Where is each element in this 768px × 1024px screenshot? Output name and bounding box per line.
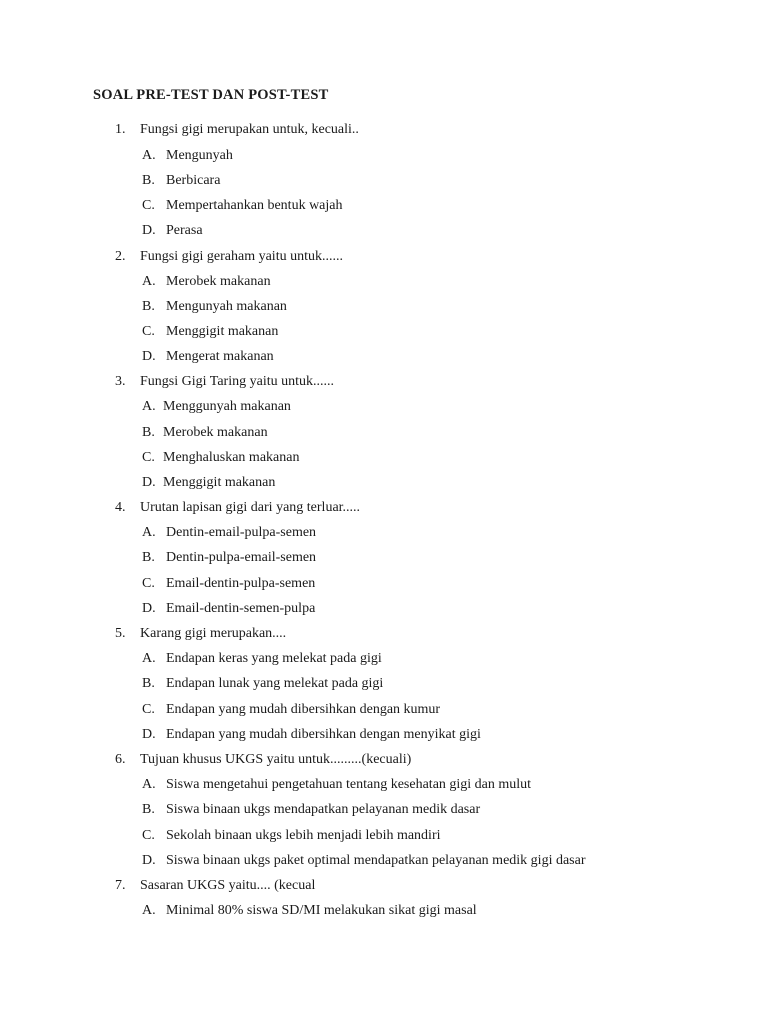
option-text: Mengerat makanan xyxy=(166,349,274,364)
option-text: Siswa binaan ukgs paket optimal mendapatkan pelayanan medik gigi dasar xyxy=(166,853,586,868)
option-letter: B. xyxy=(142,802,155,817)
option-text: Endapan yang mudah dibersihkan dengan menyikat gigi xyxy=(166,727,481,742)
option-letter: A. xyxy=(142,651,156,666)
option-text: Sekolah binaan ukgs lebih menjadi lebih mandiri xyxy=(166,828,441,843)
option-letter: C. xyxy=(142,702,155,717)
option-text: Menghaluskan makanan xyxy=(163,450,300,465)
option-text: Siswa binaan ukgs mendapatkan pelayanan medik dasar xyxy=(166,802,481,817)
option-letter: C. xyxy=(142,324,155,339)
option-letter: A. xyxy=(142,525,156,540)
option-letter: D. xyxy=(142,223,156,238)
question-number: 4. xyxy=(115,500,126,515)
option-text: Mengunyah makanan xyxy=(166,299,287,314)
option-letter: A. xyxy=(142,399,156,414)
question-text: Fungsi gigi geraham yaitu untuk...... xyxy=(140,249,343,264)
option-letter: B. xyxy=(142,676,155,691)
option-text: Endapan yang mudah dibersihkan dengan kumur xyxy=(166,702,441,717)
option-letter: D. xyxy=(142,853,156,868)
question-number: 3. xyxy=(115,374,126,389)
option-text: Mengunyah xyxy=(166,148,233,163)
option-letter: B. xyxy=(142,299,155,314)
option-letter: B. xyxy=(142,550,155,565)
option-letter: A. xyxy=(142,903,156,918)
question-number: 5. xyxy=(115,626,126,641)
option-text: Email-dentin-semen-pulpa xyxy=(166,601,316,616)
question-number: 7. xyxy=(115,878,126,893)
option-letter: B. xyxy=(142,425,155,440)
option-text: Perasa xyxy=(166,223,203,238)
option-letter: D. xyxy=(142,475,156,490)
option-letter: C. xyxy=(142,198,155,213)
option-text: Dentin-email-pulpa-semen xyxy=(166,525,317,540)
question-text: Karang gigi merupakan.... xyxy=(140,626,287,641)
option-letter: D. xyxy=(142,727,156,742)
option-letter: C. xyxy=(142,450,155,465)
option-text: Email-dentin-pulpa-semen xyxy=(166,576,316,591)
document-title: SOAL PRE-TEST DAN POST-TEST xyxy=(93,87,329,103)
option-text: Dentin-pulpa-email-semen xyxy=(166,550,317,565)
option-letter: A. xyxy=(142,148,156,163)
option-text: Endapan lunak yang melekat pada gigi xyxy=(166,676,384,691)
option-text: Mempertahankan bentuk wajah xyxy=(166,198,343,213)
question-text: Fungsi Gigi Taring yaitu untuk...... xyxy=(140,374,334,389)
option-letter: D. xyxy=(142,601,156,616)
option-letter: A. xyxy=(142,777,156,792)
question-text: Sasaran UKGS yaitu.... (kecual xyxy=(140,878,316,893)
option-text: Menggunyah makanan xyxy=(163,399,291,414)
option-text: Endapan keras yang melekat pada gigi xyxy=(166,651,382,666)
question-text: Tujuan khusus UKGS yaitu untuk.........(kecuali) xyxy=(140,752,412,767)
option-letter: C. xyxy=(142,828,155,843)
question-number: 1. xyxy=(115,122,126,137)
question-number: 2. xyxy=(115,249,126,264)
question-number: 6. xyxy=(115,752,126,767)
option-text: Merobek makanan xyxy=(163,425,268,440)
option-text: Berbicara xyxy=(166,173,221,188)
option-text: Merobek makanan xyxy=(166,274,271,289)
option-text: Siswa mengetahui pengetahuan tentang kesehatan gigi dan mulut xyxy=(166,777,532,792)
option-letter: B. xyxy=(142,173,155,188)
option-letter: C. xyxy=(142,576,155,591)
option-text: Minimal 80% siswa SD/MI melakukan sikat gigi masal xyxy=(166,903,477,918)
question-text: Fungsi gigi merupakan untuk, kecuali.. xyxy=(140,122,359,137)
question-text: Urutan lapisan gigi dari yang terluar..... xyxy=(140,500,361,515)
option-letter: D. xyxy=(142,349,156,364)
option-text: Menggigit makanan xyxy=(166,324,279,339)
option-letter: A. xyxy=(142,274,156,289)
option-text: Menggigit makanan xyxy=(163,475,276,490)
